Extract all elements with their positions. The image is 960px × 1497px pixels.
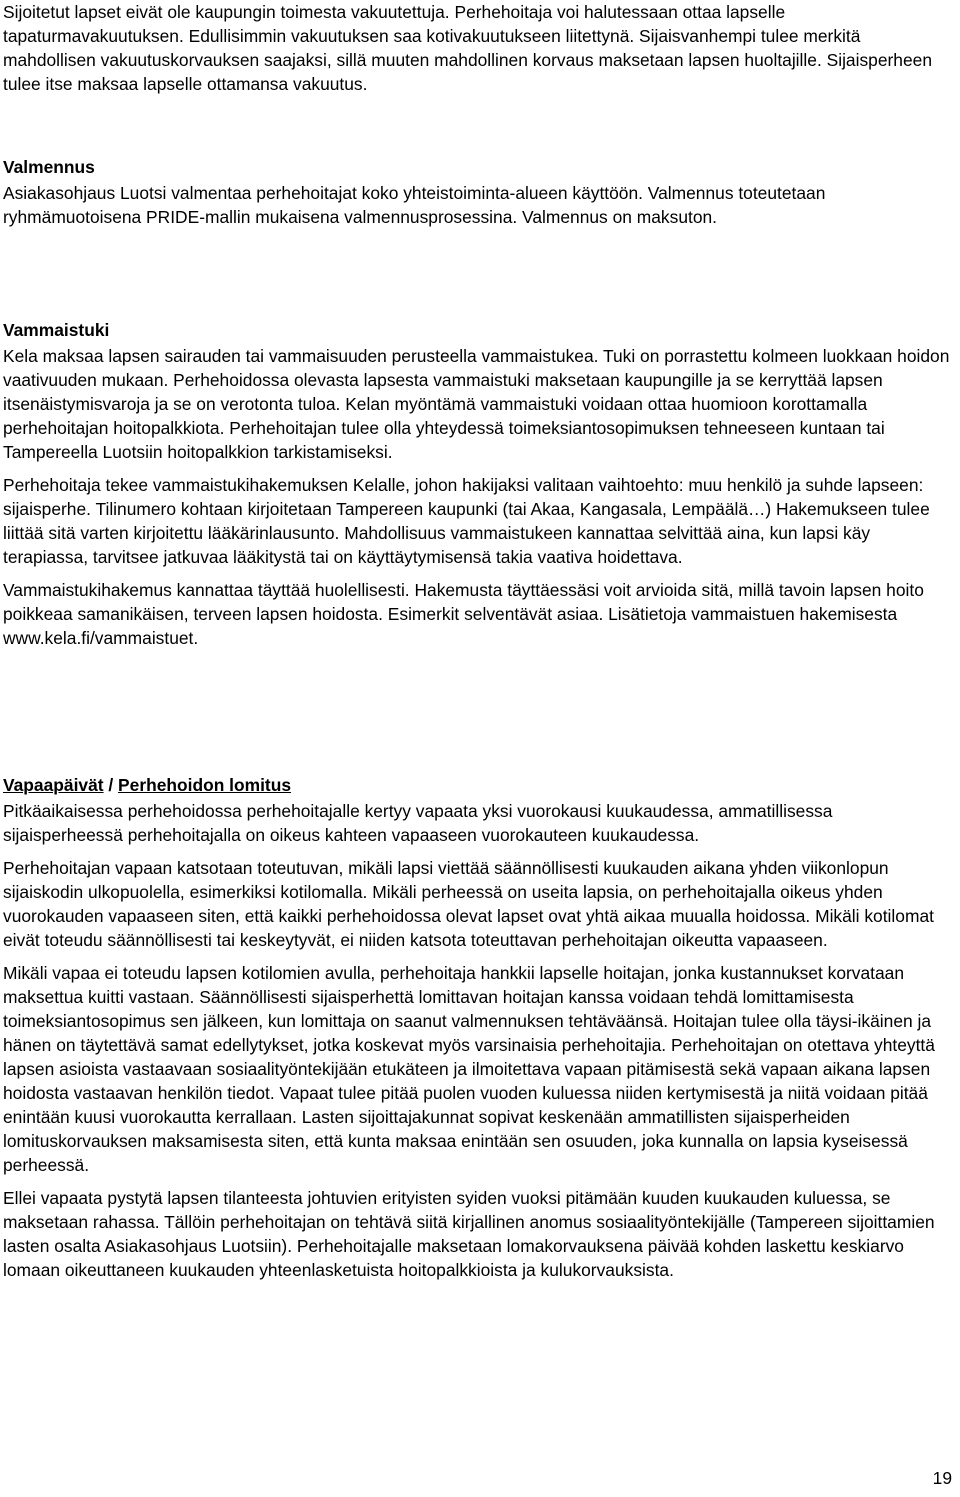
vapaapaivat-paragraph-3: Mikäli vapaa ei toteudu lapsen kotilomien avulla, perhehoitaja hankkii lapselle hoitajan, jonka kustannukset korvataan maksettua kuitti vastaan. Säännöllisesti sijaisperhettä lomittavan hoitajan kanssa voidaan tehdä lomittamisesta toimeksiantosopimus sen jälkeen, kun lomittaja on saanut valmennuksen tehtäväänsä. Hoitajan tulee olla täysi-ikäinen ja hänen on täytettävä samat edellytykset, jotka koskevat myös varsinaisia perhehoitajia. Perhehoitajan on otettava yhteyttä lapsen asioista vastaavaan sosiaalityöntekijään etukäteen ja ilmoitettava vapaan pitämisestä sekä vapaan aikana lapsen hoidosta vastaavan henkilön tiedot. Vapaat tulee pitää puolen vuoden kuluessa niiden kertymisestä ja niitä voidaan pitää enintään kuusi vuorokautta kerrallaan. Lasten sijoittajakunnat sopivat keskenään ammatillisten sijaisperheiden lomituskorvauksen maksamisesta siten, että kunta maksaa enintään sen osuuden, joka kunnalla on lapsia kyseisessä perheessä. <box>3 963 935 1175</box>
vammaistuki-paragraph-1: Kela maksaa lapsen sairauden tai vammaisuuden perusteella vammaistukea. Tuki on porrastettu kolmeen luokkaan hoidon vaativuuden mukaan. Perhehoidossa olevasta lapsesta vammaistuki maksetaan kaupungille ja se kerryttää lapsen itsenäistymisvaroja ja se on verotonta tuloa. Kelan myöntämä vammaistuki voidaan ottaa huomioon korottamalla perhehoitajan hoitopalkkiota. Perhehoitajan tulee olla yhteydessä toimeksiantosopimuksen tehneeseen kuntaan tai Tampereella Luotsiin hoitopalkkion tarkistamiseksi. <box>3 346 950 462</box>
vammaistuki-paragraph-2: Perhehoitaja tekee vammaistukihakemuksen Kelalle, johon hakijaksi valitaan vaihtoehto: muu henkilö ja suhde lapseen: sijaisperhe. Tilinumero kohtaan kirjoitetaan Tampereen kaupunki (tai Akaa, Kangasala, Lempäälä…) Hakemukseen tulee liittää sitä varten kirjoitettu lääkärinlausunto. Mahdollisuus vammaistukeen kannattaa selvittää aina, kun lapsi käy terapiassa, tarvitsee jatkuvaa lääkitystä tai on käyttäytymisensä takia vaativa hoidettava. <box>3 475 930 567</box>
vapaapaivat-paragraph-2: Perhehoitajan vapaan katsotaan toteutuvan, mikäli lapsi viettää säännöllisesti kuukauden aikana yhden viikonlopun sijaiskodin ulkopuolella, esimerkiksi kotilomalla. Mikäli perheessä on useita lapsia, on perhehoitajalla oikeus yhden vuorokauden vapaaseen siten, että kaikki perhehoidossa olevat lapset ovat yhtä aikaa muualla hoidossa. Mikäli kotilomat eivät toteudu säännöllisesti tai keskeytyvät, ei niiden katsota toteuttavan perhehoitajan oikeutta vapaaseen. <box>3 858 934 950</box>
vammaistuki-paragraph-3: Vammaistukihakemus kannattaa täyttää huolellisesti. Hakemusta täyttäessäsi voit arvioida sitä, millä tavoin lapsen hoito poikkeaa samanikäisen, terveen lapsen hoidosta. Esimerkit selventävät asiaa. Lisätietoja vammaistuen hakemisesta www.kela.fi/vammaistuet. <box>3 580 924 648</box>
vapaapaivat-heading <box>3 773 957 797</box>
vammaistuki-heading: Vammaistuki <box>3 320 110 340</box>
intro-paragraph: Sijoitetut lapset eivät ole kaupungin toimesta vakuutettuja. Perhehoitaja voi halutessaan ottaa lapselle tapaturmavakuutuksen. Edullisimmin vakuutuksen saa kotivakuutukseen liitettynä. Sijaisvanhempi tulee merkitä mahdollisen vakuutuskorvauksen saajaksi, sillä muuten mahdollinen korvaus maksetaan lapsen huoltajille. Sijaisperheen tulee itse maksaa lapselle ottamansa vakuutus. <box>3 2 932 94</box>
vapaapaivat-heading-part2: Perhehoidon lomitus <box>118 775 291 795</box>
vapaapaivat-heading-part1: Vapaapäivät <box>3 775 104 795</box>
page-number: 19 <box>932 1468 952 1488</box>
vapaapaivat-paragraph-4: Ellei vapaata pystytä lapsen tilanteesta johtuvien erityisten syiden vuoksi pitämään kuuden kuukauden kuluessa, se maksetaan rahassa. Tällöin perhehoitajan on tehtävä siitä kirjallinen anomus sosiaalityöntekijälle (Tampereen sijoittamien lasten osalta Asiakasohjaus Luotsiin). Perhehoitajalle maksetaan lomakorvauksena päivää kohden laskettu keskiarvo lomaan oikeuttaneen kuukauden yhteenlasketuista hoitopalkkioista ja kulukorvauksista. <box>3 1188 935 1280</box>
vapaapaivat-section <box>3 773 957 1282</box>
valmennus-heading: Valmennus <box>3 157 95 177</box>
intro-section <box>3 0 957 96</box>
vapaapaivat-paragraph-1: Pitkäaikaisessa perhehoidossa perhehoitajalle kertyy vapaata yksi vuorokausi kuukaudessa, ammatillisessa sijaisperheessä perhehoitajalla on oikeus kahteen vapaaseen vuorokauteen kuukaudessa. <box>3 801 833 845</box>
vapaapaivat-heading-separator: / <box>103 775 119 795</box>
valmennus-paragraph: Asiakasohjaus Luotsi valmentaa perhehoitajat koko yhteistoiminta-alueen käyttöön. Valmennus toteutetaan ryhmämuotoisena PRIDE-mallin mukaisena valmennusprosessina. Valmennus on maksuton. <box>3 183 826 227</box>
vammaistuki-section <box>3 318 957 650</box>
valmennus-section <box>3 155 957 229</box>
